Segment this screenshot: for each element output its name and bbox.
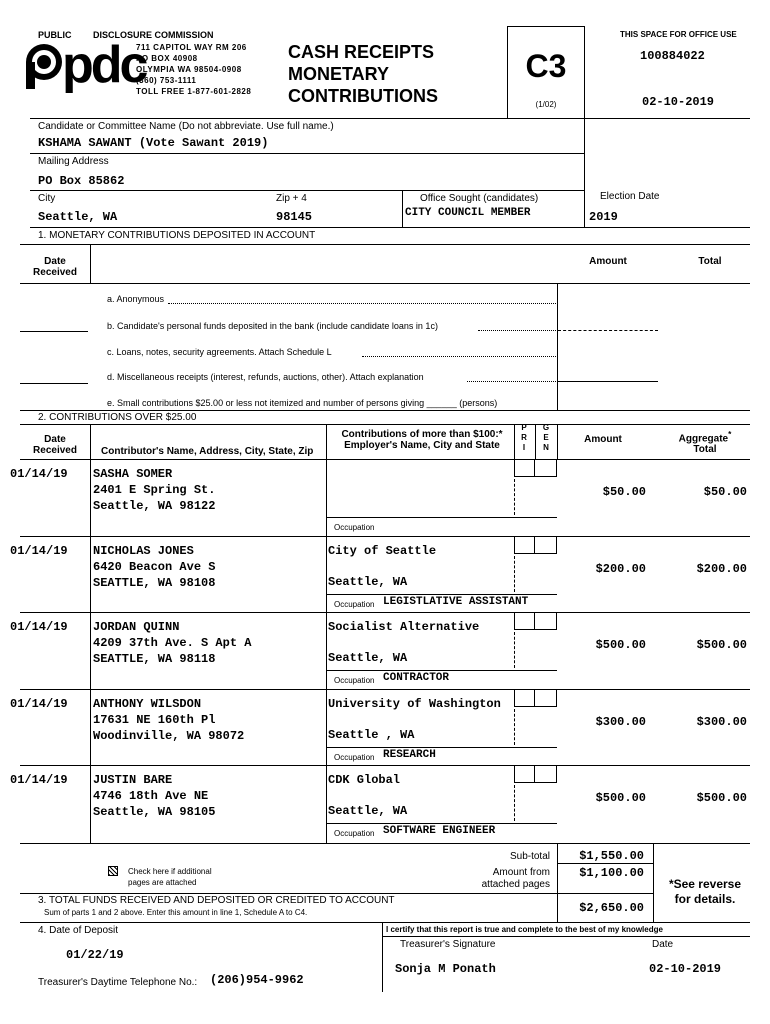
attached-amount-label: Amount from attached pages [481, 867, 550, 890]
entry-occupation: SOFTWARE ENGINEER [383, 825, 496, 838]
agency-commission: DISCLOSURE COMMISSION [93, 30, 214, 40]
pri-box [514, 536, 535, 554]
signature-label: Treasurer's Signature [400, 939, 496, 950]
gen-box [535, 612, 557, 630]
gen-label: G E N [542, 423, 550, 452]
pri-box [514, 689, 535, 707]
entry-divider [20, 536, 750, 537]
occupation-label: Occupation [334, 752, 375, 762]
occupation-line [327, 823, 557, 824]
occupation-line [327, 517, 557, 518]
s1-date-label: Date Received [33, 256, 77, 278]
deposit-date-label: 4. Date of Deposit [38, 925, 119, 936]
candidate-name-label: Candidate or Committee Name (Do not abbreviate. Use full name.) [38, 121, 334, 132]
entry-date: 01/14/19 [10, 696, 68, 711]
section1-title: 1. MONETARY CONTRIBUTIONS DEPOSITED IN ACCOUNT [38, 230, 316, 241]
occupation-line [327, 670, 557, 671]
gen-box [535, 459, 557, 477]
entry-city: Woodinville, WA 98072 [93, 728, 245, 743]
entry-street: 6420 Beacon Ave S [93, 559, 216, 574]
entry-amount: $200.00 [595, 561, 646, 576]
subtotal-value: $1,550.00 [579, 849, 644, 863]
see-reverse-note: *See reverse for details. [668, 877, 742, 906]
occupation-label: Occupation [334, 676, 375, 686]
entry-employer-city: Seattle, WA [328, 574, 408, 589]
election-date: 2019 [589, 210, 618, 224]
occupation-line [327, 747, 557, 748]
dash-divider [514, 785, 515, 821]
entry-street: 2401 E Spring St. [93, 483, 216, 497]
entry-date: 01/14/19 [10, 543, 68, 558]
certify-statement: I certify that this report is true and complete to the best of my knowledge [386, 925, 663, 934]
entry-employer: City of Seattle [328, 543, 437, 558]
s2-employer-label: Contributions of more than $100:* Employer's Name, City and State [341, 429, 503, 451]
s1-row-a: a. Anonymous [107, 294, 165, 304]
entry-employer-city: Seattle , WA [328, 727, 415, 742]
election-label: Election Date [600, 191, 660, 202]
entry-occupation: RESEARCH [383, 748, 436, 761]
s1-total-label: Total [698, 256, 722, 267]
pri-label: P R I [521, 423, 527, 452]
gen-box [535, 765, 557, 783]
entry-occupation: LEGISTLATIVE ASSISTANT [383, 595, 529, 608]
office-sought: CITY COUNCIL MEMBER [405, 207, 531, 219]
attached-pages-note: Check here if additional pages are attached [128, 867, 212, 887]
grand-total: $2,650.00 [579, 901, 644, 915]
gen-box [535, 536, 557, 554]
entry-city: Seattle, WA 98105 [93, 805, 216, 820]
entry-name: JORDAN QUINN [93, 620, 180, 635]
occupation-label: Occupation [334, 599, 375, 609]
dash-divider [514, 632, 515, 668]
entry-amount: $50.00 [602, 485, 646, 499]
s2-contributor-label: Contributor's Name, Address, City, State, Zip [101, 446, 314, 457]
entry-divider [20, 765, 750, 766]
entry-city: Seattle, WA 98122 [93, 499, 216, 513]
entry-amount: $500.00 [595, 791, 646, 806]
entry-city: SEATTLE, WA 98108 [93, 575, 216, 590]
city-label: City [38, 193, 56, 204]
logo-text: pdc [62, 36, 146, 94]
entry-employer-city: Seattle, WA [328, 804, 408, 819]
entry-street: 4209 37th Ave. S Apt A [93, 636, 252, 651]
entry-city: SEATTLE, WA 98118 [93, 652, 216, 667]
entry-aggregate: $300.00 [696, 714, 747, 729]
entry-aggregate: $50.00 [703, 485, 747, 499]
section3-sub: Sum of parts 1 and 2 above. Enter this amount in line 1, Schedule A to C4. [44, 908, 308, 917]
sign-date-label: Date [652, 939, 674, 950]
gen-box [535, 689, 557, 707]
agency-public: PUBLIC [38, 30, 72, 40]
s2-amount-label: Amount [584, 434, 622, 445]
attached-pages-checkbox[interactable] [108, 866, 118, 876]
office-use-label: THIS SPACE FOR OFFICE USE [620, 30, 737, 39]
entry-street: 17631 NE 160th Pl [93, 712, 216, 727]
candidate-name: KSHAMA SAWANT (Vote Sawant 2019) [38, 136, 269, 150]
occupation-line [327, 594, 557, 595]
mailing-address-label: Mailing Address [38, 156, 109, 167]
entry-aggregate: $500.00 [696, 638, 747, 653]
section2-title: 2. CONTRIBUTIONS OVER $25.00 [38, 412, 197, 423]
s1-row-c: c. Loans, notes, security agreements. Attach Schedule L [107, 347, 332, 357]
mailing-address: PO Box 85862 [38, 174, 125, 188]
entry-name: NICHOLAS JONES [93, 543, 194, 558]
form-title: CASH RECEIPTS MONETARY CONTRIBUTIONS [288, 42, 438, 106]
s1-row-e: e. Small contributions $25.00 or less not itemized and number of persons giving ______ (persons) [107, 398, 498, 408]
zip: 98145 [276, 210, 313, 224]
sign-date: 02-10-2019 [649, 962, 722, 976]
report-date: 02-10-2019 [642, 95, 715, 109]
entry-name: SASHA SOMER [93, 467, 173, 481]
entry-amount: $300.00 [595, 714, 646, 729]
treasurer-signature: Sonja M Ponath [395, 962, 496, 976]
entry-date: 01/14/19 [10, 467, 68, 481]
treasurer-phone: (206)954-9962 [210, 973, 304, 987]
occupation-label: Occupation [334, 523, 375, 532]
attached-value: $1,100.00 [579, 866, 644, 880]
agency-address: 711 CAPITOL WAY RM 206 PO BOX 40908 OLYMPIA WA 98504-0908 (360) 753-1111 TOLL FREE 1-877-601-2828 [136, 43, 252, 96]
phone-label: Treasurer's Daytime Telephone No.: [38, 977, 198, 988]
entry-divider [20, 689, 750, 690]
dash-divider [514, 709, 515, 745]
s1-amount-label: Amount [589, 256, 627, 267]
entry-divider [20, 612, 750, 613]
section3-title: 3. TOTAL FUNDS RECEIVED AND DEPOSITED OR CREDITED TO ACCOUNT [38, 895, 395, 906]
entry-date: 01/14/19 [10, 773, 68, 788]
s1-row-d: d. Miscellaneous receipts (interest, refunds, auctions, other). Attach explanation [107, 372, 424, 382]
zip-label: Zip + 4 [276, 193, 307, 204]
occupation-label: Occupation [334, 829, 375, 839]
entry-amount: $500.00 [595, 638, 646, 653]
s2-aggregate-label: Aggregate* Total [678, 429, 732, 456]
report-number: 100884022 [640, 49, 705, 63]
office-label: Office Sought (candidates) [420, 193, 539, 204]
pdc-logo [22, 36, 146, 94]
entry-employer-city: Seattle, WA [328, 651, 408, 666]
entry-name: JUSTIN BARE [93, 773, 173, 788]
entry-street: 4746 18th Ave NE [93, 789, 209, 804]
s2-date-label: Date Received [33, 434, 77, 456]
dash-divider [514, 556, 515, 592]
entry-employer: University of Washington [328, 696, 501, 711]
entry-occupation: CONTRACTOR [383, 672, 450, 685]
subtotal-label: Sub-total [509, 851, 550, 862]
pri-box [514, 459, 535, 477]
entry-name: ANTHONY WILSDON [93, 696, 202, 711]
city: Seattle, WA [38, 210, 118, 224]
entry-aggregate: $500.00 [696, 791, 747, 806]
pri-box [514, 612, 535, 630]
deposit-date: 01/22/19 [66, 948, 124, 962]
entry-date: 01/14/19 [10, 620, 68, 635]
pri-box [514, 765, 535, 783]
dash-divider [514, 479, 515, 515]
entry-employer: Socialist Alternative [328, 620, 480, 635]
form-code: C3 [525, 48, 567, 84]
entry-aggregate: $200.00 [696, 561, 747, 576]
form-version: (1/02) [535, 100, 557, 109]
entry-employer: CDK Global [328, 773, 401, 788]
s1-row-b: b. Candidate's personal funds deposited in the bank (include candidate loans in 1c) [107, 321, 438, 331]
